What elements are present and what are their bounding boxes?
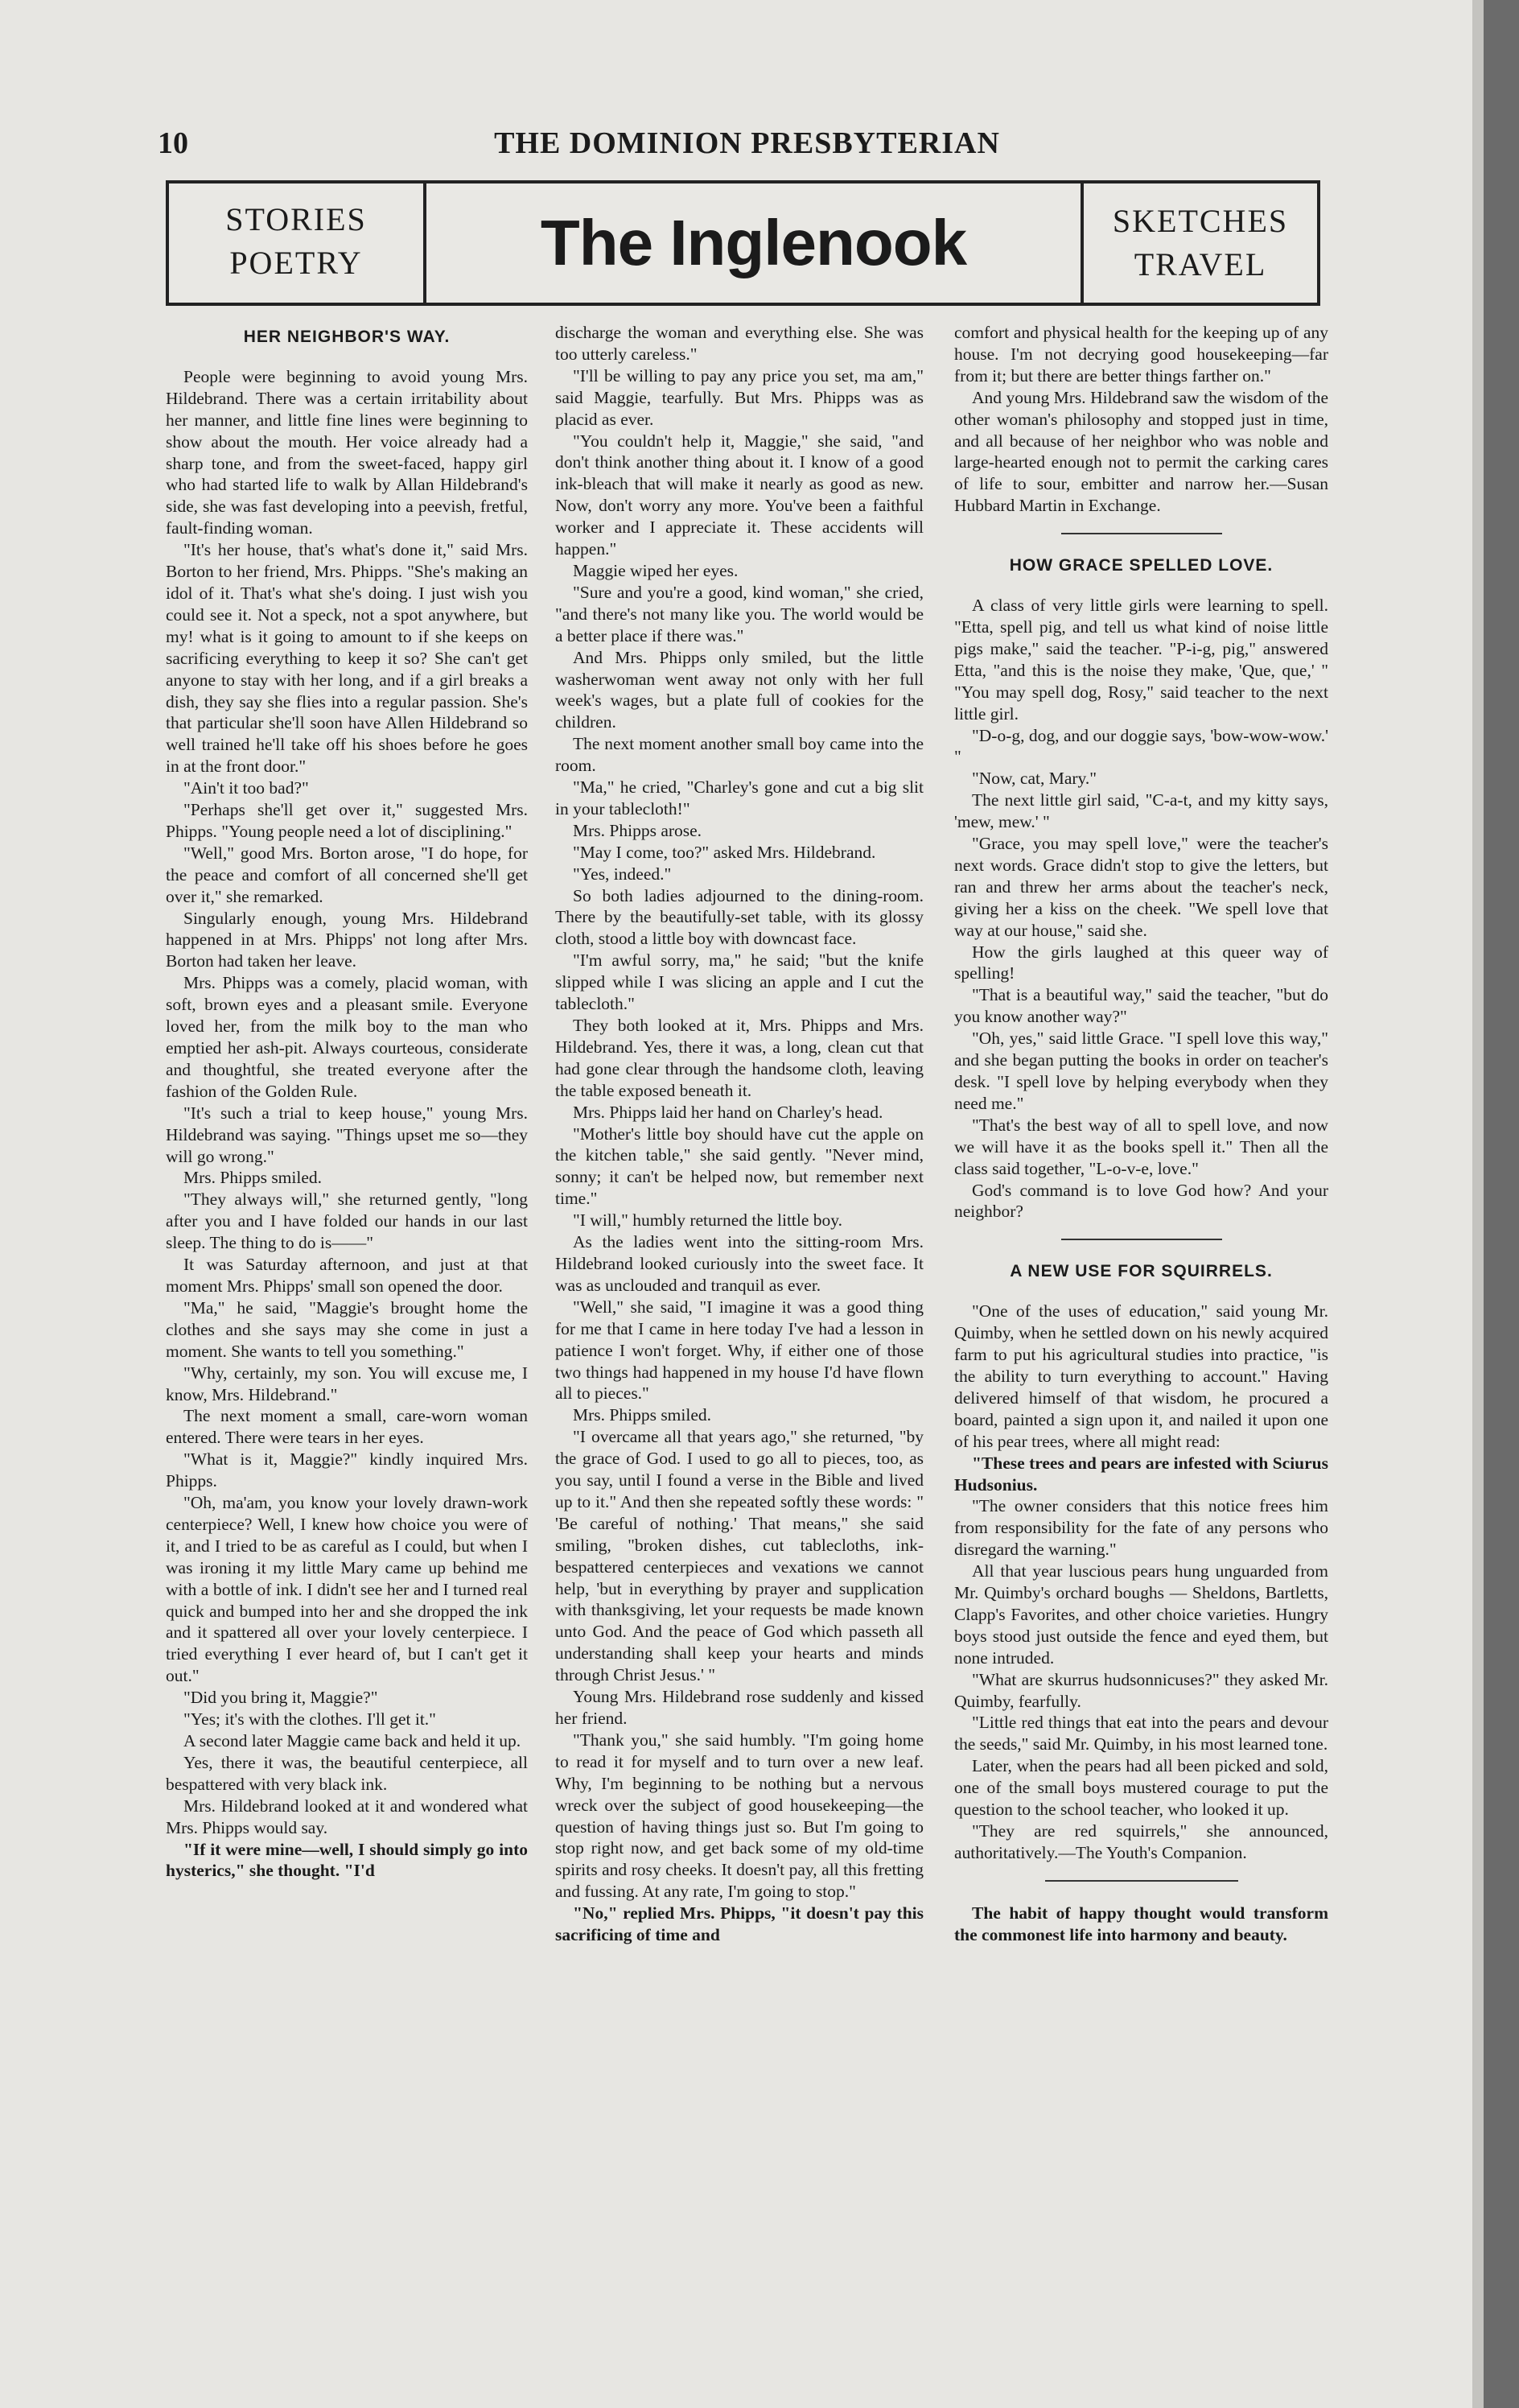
paragraph: "I'm awful sorry, ma," he said; "but the knife slipped while I was slicing an apple and I cut the tablecloth." [555,950,924,1014]
paragraph: Young Mrs. Hildebrand rose suddenly and kissed her friend. [555,1687,924,1728]
paragraph: "It's such a trial to keep house," young Mrs. Hildebrand was saying. "Things upset me so—they will go wrong." [166,1103,528,1166]
paragraph: Mrs. Phipps laid her hand on Charley's head. [573,1102,883,1122]
paragraph: As the ladies went into the sitting-room Mrs. Hildebrand looked curiously into the sweet face. It was as unclouded and tranquil as ever. [555,1232,924,1295]
paragraph: "Oh, yes," said little Grace. "I spell love this way," and she began putting the books in order on teacher's desk. "I spell love by helping everybody when they need me." [954,1029,1328,1113]
column-2 [555,322,924,1946]
paragraph: "The owner considers that this notice frees him from responsibility for the fate of any persons who disregard the warning." [954,1496,1328,1560]
paragraph: "I'll be willing to pay any price you set, ma am," said Maggie, tearfully. But Mrs. Phipps was as placid as ever. [555,365,924,429]
paragraph: A class of very little girls were learning to spell. "Etta, spell pig, and tell us what kind of noise little pigs make," said the teacher. "P-i-g, pig," answered Etta, "and this is the noise they make, 'Que, que,' " "You may spell dog, Rosy," said teacher to the next little girl. [954,596,1328,724]
banner-left-line1: STORIES [225,201,367,237]
paragraph: "What are skurrus hudsonnicuses?" they asked Mr. Quimby, fearfully. [954,1669,1328,1711]
paragraph: Mrs. Phipps arose. [573,820,702,840]
paragraph: Mrs. Phipps smiled. [573,1405,712,1425]
scan-border [1484,0,1519,2408]
divider-rule [1061,533,1222,534]
paragraph: "Grace, you may spell love," were the teacher's next words. Grace didn't stop to give the letters, but ran and threw her arms about the teacher's neck, giving her a kiss on the cheek. "We spell love that way at our house," said she. [954,834,1328,940]
paragraph: "I overcame all that years ago," she returned, "by the grace of God. I used to go all to pieces, too, as you say, until I found a verse in the Bible and lived up to it." And then she repeated softly these words: " 'Be careful of nothing.' That means," she said smiling, "broken dishes, cut tablecloths, ink-bespattered centerpieces and vexations we cannot help, 'but in everything by prayer and supplication with thanksgiving, let your requests be made known unto God. And the peace of God which passeth all understanding shall keep your hearts and minds through Christ Jesus.' " [555,1427,924,1685]
banner-right-line2: TRAVEL [1134,246,1267,282]
paragraph: "Ain't it too bad?" [183,778,309,798]
paragraph: How the girls laughed at this queer way of spelling! [954,942,1328,983]
paper-title: THE DOMINION PRESBYTERIAN [494,126,1000,160]
article-title-new-use-for-squirrels: A NEW USE FOR SQUIRRELS. [1010,1262,1273,1281]
paragraph: "You couldn't help it, Maggie," she said, "and don't think another thing about it. I know of a good ink-bleach that will make it nearly as good as new. Now, don't worry any more. You've been a faithful worker and I appreciate it. These accidents will happen." [555,431,924,559]
page-number: 10 [158,126,188,160]
paragraph: So both ladies adjourned to the dining-room. There by the beautifully-set table, with its glossy cloth, stood a little boy with downcast face. [555,885,924,949]
paragraph: "One of the uses of education," said young Mr. Quimby, when he settled down on his newly acquired farm to put his agricultural studies into practice, "is the ability to turn everything to account." Having delivered himself of that wisdom, he procured a board, painted a sign upon it, and nailed it upon one of his pear trees, where all might read: [954,1301,1328,1451]
page-header [158,121,1336,161]
section-title: The Inglenook [540,207,967,278]
paragraph: Yes, there it was, the beautiful centerpiece, all bespattered with very black ink. [166,1752,528,1794]
closing-thought: The habit of happy thought would transform the commonest life into harmony and beauty. [954,1903,1328,1944]
paragraph: A second later Maggie came back and held it up. [183,1731,521,1750]
paragraph: "Little red things that eat into the pears and devour the seeds," said Mr. Quimby, in his most learned tone. [954,1713,1328,1754]
banner-left-line2: POETRY [229,245,363,281]
paragraph: "They are red squirrels," she announced, authoritatively.—The Youth's Companion. [954,1821,1328,1862]
paragraph: "Yes, indeed." [573,864,672,884]
paragraph: People were beginning to avoid young Mrs. Hildebrand. There was a certain irritability about her manner, and little fine lines were beginning to show about the mouth. Her voice already had a sharp tone, and from the sweet-faced, happy girl who had started life to walk by Allan Hildebrand's side, she was fast developing into a peevish, fretful, fault-finding woman. [166,366,528,538]
paragraph: And young Mrs. Hildebrand saw the wisdom of the other woman's philosophy and stopped just in time, and all because of her neighbor who was noble and large-hearted enough not to permit the carking cares of life to sour, embitter and narrow her.—Susan Hubbard Martin in Exchange. [954,387,1328,516]
paragraph: "Mother's little boy should have cut the apple on the kitchen table," she said gently. "Never mind, sonny; it can't be helped now, but remember next time." [555,1124,924,1209]
section-banner [166,180,1320,306]
paragraph: God's command is to love God how? And your neighbor? [954,1180,1328,1222]
paragraph: "Now, cat, Mary." [972,769,1097,789]
paragraph: "Sure and you're a good, kind woman," she cried, "and there's not many like you. The world would be a better place if there was." [555,582,924,645]
article-title-her-neighbors-way: HER NEIGHBOR'S WAY. [243,328,451,346]
paragraph: "What is it, Maggie?" kindly inquired Mrs. Phipps. [166,1449,528,1491]
paragraph: "It's her house, that's what's done it," said Mrs. Borton to her friend, Mrs. Phipps. "She's making an idol of it. That's what she's doing. I just wish you could see it. Not a speck, not a spot anywhere, but my! what is it going to amount to if she keeps on sacrificing everything to keep it so? She can't get anyone to stay with her long, and if a girl breaks a dish, they say she flies into a regular passion. She's that particular she'll soon have Allen Hildebrand so well trained he'll take off his shoes before he goes in at the front door." [166,540,528,777]
paragraph: "Why, certainly, my son. You will excuse me, I know, Mrs. Hildebrand." [166,1363,528,1404]
paragraph: "Yes; it's with the clothes. I'll get it." [183,1709,436,1730]
paragraph: "They always will," she returned gently, "long after you and I have folded our hands in our last sleep. The thing to do is——" [166,1190,528,1253]
paragraph-continued: comfort and physical health for the keeping up of any house. I'm not decrying good housekeeping—far from it; but there are better things farther on." [954,323,1328,386]
sign-text: "These trees and pears are infested with Sciurus Hudsonius. [954,1453,1328,1495]
column-3 [954,322,1328,1946]
banner-left-box [169,183,426,303]
paragraph: "May I come, too?" asked Mrs. Hildebrand. [573,842,876,862]
paragraph: "Well," she said, "I imagine it was a good thing for me that I came in here today I've had a lesson in patience I won't forget. Why, if either one of those two things had happened in my house I'd have flown all to pieces." [555,1297,924,1404]
paragraph: And Mrs. Phipps only smiled, but the little washerwoman went away not only with her full week's wages, but a plate full of cookies for the children. [555,647,924,732]
paragraph: "D-o-g, dog, and our doggie says, 'bow-wow-wow.' " [954,725,1328,767]
paragraph: Singularly enough, young Mrs. Hildebrand happened in at Mrs. Phipps' not long after Mrs. Borton had taken her leave. [166,908,528,971]
paragraph-bold: "If it were mine—well, I should simply go into hysterics," she thought. "I'd [166,1839,528,1881]
paragraph-continued: discharge the woman and everything else. She was too utterly careless." [555,323,924,364]
paragraph: "Did you bring it, Maggie?" [183,1688,378,1708]
paragraph: All that year luscious pears hung unguarded from Mr. Quimby's orchard boughs — Sheldons, Bartletts, Clapp's Favorites, and other choice varieties. Hungry boys stood just outside the fence and eyed them, but none intruded. [954,1561,1328,1668]
divider-rule [1061,1239,1222,1240]
paragraph: "Ma," he said, "Maggie's brought home the clothes and she says may she come in just a moment. She wants to tell you something." [166,1297,528,1361]
paragraph: "Perhaps she'll get over it," suggested Mrs. Phipps. "Young people need a lot of disciplining." [166,800,528,841]
divider-rule [1045,1880,1238,1882]
scan-margin [1472,0,1484,2408]
paragraph: Mrs. Hildebrand looked at it and wondered what Mrs. Phipps would say. [166,1796,528,1837]
banner-right-line1: SKETCHES [1112,203,1289,239]
paragraph: Maggie wiped her eyes. [573,560,739,580]
paragraph: The next moment another small boy came into the room. [555,734,924,776]
paragraph: It was Saturday afternoon, and just at that moment Mrs. Phipps' small son opened the door. [166,1255,528,1296]
paragraph: The next little girl said, "C-a-t, and my kitty says, 'mew, mew.' " [954,790,1328,832]
paragraph: "That's the best way of all to spell love, and now we will have it as the books spell it." Then all the class said together, "L-o-v-e, love." [954,1115,1328,1178]
paragraph: Mrs. Phipps smiled. [183,1168,323,1188]
banner-right-box [1081,183,1317,303]
paragraph: "I will," humbly returned the little boy. [573,1210,843,1231]
paragraph: The next moment a small, care-worn woman entered. There were tears in her eyes. [166,1406,528,1448]
paragraph: "Oh, ma'am, you know your lovely drawn-work centerpiece? Well, I knew how choice you were of it, and I tried to be as careful as I could, but when I was ironing it my little Mary came up behind me with a bottle of ink. I didn't see her and I turned real quick and bumped into her and she dropped the ink and it spattered all over your lovely centerpiece. I tried everything I ever heard of, but I can't get it out." [166,1493,528,1686]
paragraph-bold: "No," replied Mrs. Phipps, "it doesn't pay this sacrificing of time and [555,1903,924,1945]
paragraph: "Thank you," she said humbly. "I'm going home to read it for myself and to turn over a new leaf. Why, I'm beginning to be nothing but a nervous wreck over the subject of good housekeeping—the question of having things just so. But I'm going to stop right now, and get back some of my old-time spirits and rosy cheeks. It doesn't pay, all this fretting and fussing. At any rate, I'm going to stop." [555,1730,924,1902]
column-1 [166,322,528,1882]
paragraph: "That is a beautiful way," said the teacher, "but do you know another way?" [954,985,1328,1027]
paragraph: They both looked at it, Mrs. Phipps and Mrs. Hildebrand. Yes, there it was, a long, clean cut that had gone clear through the handsome cloth, leaving the table exposed beneath it. [555,1016,924,1100]
paragraph: "Ma," he cried, "Charley's gone and cut a big slit in your tablecloth!" [555,777,924,818]
paragraph: Mrs. Phipps was a comely, placid woman, with soft, brown eyes and a pleasant smile. Everyone loved her, from the milk boy to the man who emptied her ash-pit. Always courteous, considerate and thoughtful, she treated everyone after the fashion of the Golden Rule. [166,973,528,1101]
paragraph: Later, when the pears had all been picked and sold, one of the small boys mustered courage to put the question to the school teacher, who looked it up. [954,1756,1328,1820]
paragraph: "Well," good Mrs. Borton arose, "I do hope, for the peace and comfort of all concerned she'll get over it," she remarked. [166,843,528,906]
article-title-how-grace-spelled-love: HOW GRACE SPELLED LOVE. [1009,556,1274,575]
